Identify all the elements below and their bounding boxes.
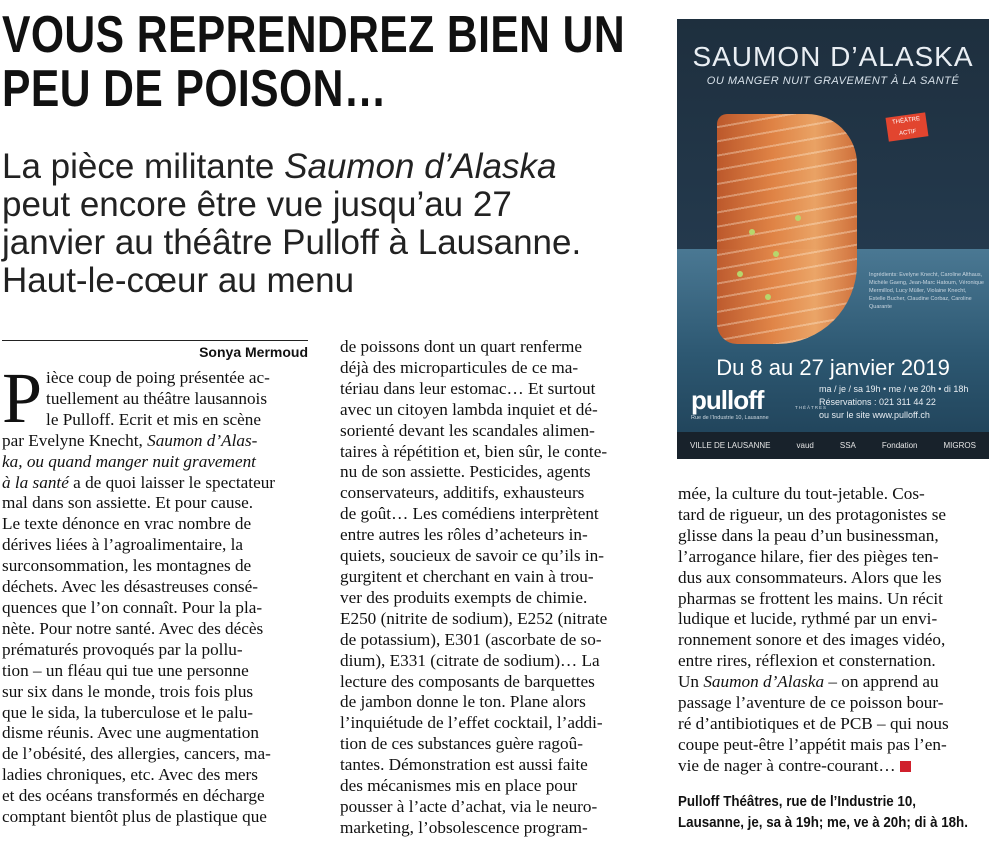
article-column-3: mée, la culture du tout-jetable. Cos- tard de rigueur, un des protagonistes se glisse dans la peau d’un businessman, l’arrogance hilare, fier des pièges ten- dus aux consommateurs. Alors que les pharmas se frottent les mains. Un récit ludique et lucide, rythmé par un envi- ronnement sonore et des images vidéo, entre rires, réflexion et consternation. Un Saumon d’Alaska – on apprend au passage l’aventure de ce poisson bour- ré d’antibiotiques et de PCB – qui nous coupe peut-être l’appétit mais pas l’en- vie de nager à contre-courant…	[678, 484, 990, 777]
text-line: dérives liées à l’agroalimentaire, la	[2, 535, 243, 555]
pulloff-logo: pulloff	[691, 385, 764, 415]
text-line: marketing, l’obsolescence program-	[340, 817, 588, 837]
author-byline: Sonya Mermoud	[2, 340, 308, 361]
deck-line-1: La pièce militante Saumon d’Alaska	[2, 147, 557, 186]
headline-line-2: PEU DE POISON…	[2, 60, 387, 118]
deck-subtitle	[2, 148, 662, 300]
text-line: nu de son assiette. Pesticides, agents	[340, 462, 591, 482]
sponsor-logo: MIGROS	[943, 441, 976, 450]
text-line: sur six dans le monde, trois fois plus	[2, 681, 254, 701]
text-line: dus aux consommateurs. Alors que les	[678, 567, 942, 587]
text-line: et des océans transformés en décharge	[2, 786, 265, 806]
text-line: entre autres les rôles d’acheteurs in-	[340, 525, 588, 545]
article-column-2	[340, 337, 652, 839]
sponsor-logo: vaud	[796, 441, 814, 450]
text-line: déjà des microparticules de ce ma-	[340, 357, 579, 377]
poster-badge: THÉÂTRE ACTIF	[886, 112, 929, 141]
text-line: tériau dans leur estomac… Et surtout	[340, 378, 596, 398]
text-line: de potassium), E301 (ascorbate de so-	[340, 629, 602, 649]
text-line: mée, la culture du tout-jetable. Cos-	[678, 484, 925, 503]
text-line: glisse dans la peau d’un businessman,	[678, 525, 939, 545]
deck-line-4: Haut-le-cœur au menu	[2, 261, 355, 300]
text-line: tion de ces substances guère ragoû-	[340, 734, 583, 754]
text-line: tion – un fléau qui tue une personne	[2, 660, 249, 680]
text-line: gurgitent et cherchant en vain à trou-	[340, 566, 594, 586]
venue-info	[678, 792, 968, 834]
text-line: mal dans son assiette. Et pour cause.	[2, 493, 254, 513]
text-line: taires à répétition et, bien sûr, le conte-	[340, 441, 608, 461]
deck-line-3: janvier au théâtre Pulloff à Lausanne.	[2, 223, 582, 262]
poster-image	[677, 19, 989, 459]
text-line: conservateurs, additifs, exhausteurs	[340, 483, 585, 503]
text-line: ré d’antibiotiques et de PCB – qui nous	[678, 713, 949, 733]
poster-title: SAUMON D’ALASKA	[692, 41, 974, 72]
sponsor-logo: Fondation	[881, 441, 918, 450]
text-line: pousser à l’acte d’achat, via le neuro-	[340, 796, 598, 816]
opening-lines: P ièce coup de poing présentée ac- tuellement au théâtre lausannois le Pulloff. Ecrit et mis en scène	[2, 358, 270, 438]
text-line: de goût… Les comédiens interprètent	[340, 504, 599, 524]
text-line: quences que l’on connaît. Pour la pla-	[2, 597, 263, 617]
text-line: surconsommation, les montagnes de	[2, 556, 252, 576]
headline-line-1: VOUS REPRENDREZ BIEN UN	[2, 6, 626, 64]
sponsor-logo: VILLE DE LAUSANNE	[690, 441, 771, 450]
text-line: avec un citoyen lambda inquiet et dé-	[340, 399, 598, 419]
text-line: dium), E331 (citrate de sodium)… La	[340, 650, 600, 670]
article-column-1: P ièce coup de poing présentée ac- tuellement au théâtre lausannois le Pulloff. Ecrit et mis en scène par Evelyne Knecht, Saumon d’Alas- ka, ou quand manger nuit gravement à la santé a de quoi laisser le spectateur mal dans son assiette. Et pour cause. Le texte dénonce en vrac nombre de dérives liées à l’agroalimentaire, la surconsommation, les montagnes de déchets. Avec les désastreuses consé- quences que l’on connaît. Pour la pla- nète. Pour notre santé. Avec des décès prématurés provoqués par la pollu- tion – un fléau qui tue une personne sur six dans le monde, trois fois plus que le sida, la tuberculose et le palu- disme réunis. Avec une augmentation de l’obésité, des allergies, cancers, ma- ladies chroniques, etc. Avec des mers et des océans transformés en décharge comptant bientôt plus de plastique que	[2, 368, 312, 828]
text-line: coupe peut-être l’appétit mais pas l’en-	[678, 734, 947, 754]
text-line: passage l’aventure de ce poisson bour-	[678, 693, 944, 713]
text-line: prématurés provoqués par la pollu-	[2, 639, 243, 659]
text-line: l’arrogance hilare, fier des pièges ten-	[678, 546, 939, 566]
text-line: Le texte dénonce en vrac nombre de	[2, 514, 252, 534]
drop-cap: P	[2, 358, 43, 438]
text-line: comptant bientôt plus de plastique que	[2, 807, 267, 827]
text-line: ronnement sonore et des images vidéo,	[678, 630, 946, 650]
poster-theatres: THÉÂTRES	[795, 405, 828, 410]
headline	[2, 6, 626, 118]
column-1-body	[2, 493, 312, 828]
text-line: l’inquiétude de l’effet cocktail, l’addi-	[340, 713, 603, 733]
text-line: que le sida, la tuberculose et le palu-	[2, 702, 254, 722]
text-line: disme réunis. Avec une augmentation	[2, 723, 259, 743]
sponsor-logo: SSA	[839, 441, 856, 450]
poster-dates: Du 8 au 27 janvier 2019	[716, 355, 950, 380]
text-line: de poissons dont un quart renferme	[340, 337, 583, 356]
text-line: tantes. Démonstration est aussi faite	[340, 755, 588, 775]
text-line: de jambon donne le ton. Plane alors	[340, 692, 586, 712]
poster-address: Rue de l’Industrie 10, Lausanne	[691, 415, 769, 421]
text-line: sorienté devant les scandales alimen-	[340, 420, 595, 440]
text-line: pharmas se frottent les mains. Un récit	[678, 588, 943, 608]
text-line: nète. Pour notre santé. Avec des décès	[2, 618, 264, 638]
venue-info-line-2: Lausanne, je, sa à 19h; me, ve à 20h; di à 18h.	[678, 815, 968, 831]
poster-cast: Ingrédients: Evelyne Knecht, Caroline Althaus, Michèle Gaeng, Jean-Marc Hatoum, Véronique Mermillod, Lucy Müller, Violaine Knecht, Estelle Bucher, Claudine Corbaz, Caroline Quarante	[869, 272, 984, 310]
poster-subtitle: OU MANGER NUIT GRAVEMENT À LA SANTÉ	[706, 75, 960, 87]
text-line: entre rires, réflexion et consternation.	[678, 651, 936, 671]
sponsor-logos	[677, 432, 989, 459]
text-line: quiets, soucieux de savoir ce qu’ils in-	[340, 546, 604, 566]
text-line: ludique et lucide, rythmé par un envi-	[678, 609, 938, 629]
poster-info: ma / je / sa 19h • me / ve 20h • di 18h Réservations : 021 311 44 22 ou sur le site www.pulloff.ch	[819, 384, 969, 420]
play-poster-image[interactable]	[677, 19, 989, 459]
text-line: des mécanismes mis en place pour	[340, 776, 578, 796]
text-line: lecture des composants de barquettes	[340, 671, 595, 691]
text-line: E250 (nitrite de sodium), E252 (nitrate	[340, 608, 608, 628]
text-line: ladies chroniques, etc. Avec des mers	[2, 765, 258, 785]
end-of-article-mark	[900, 761, 911, 772]
text-line: déchets. Avec les désastreuses consé-	[2, 577, 258, 597]
text-line: ver des produits exempts de chimie.	[340, 587, 588, 607]
text-line: de l’obésité, des allergies, cancers, ma-	[2, 744, 271, 764]
venue-info-line-1: Pulloff Théâtres, rue de l’Industrie 10,	[678, 794, 916, 810]
deck-line-2: peut encore être vue jusqu’au 27	[2, 185, 512, 224]
text-line: tard de rigueur, un des protagonistes se	[678, 504, 947, 524]
